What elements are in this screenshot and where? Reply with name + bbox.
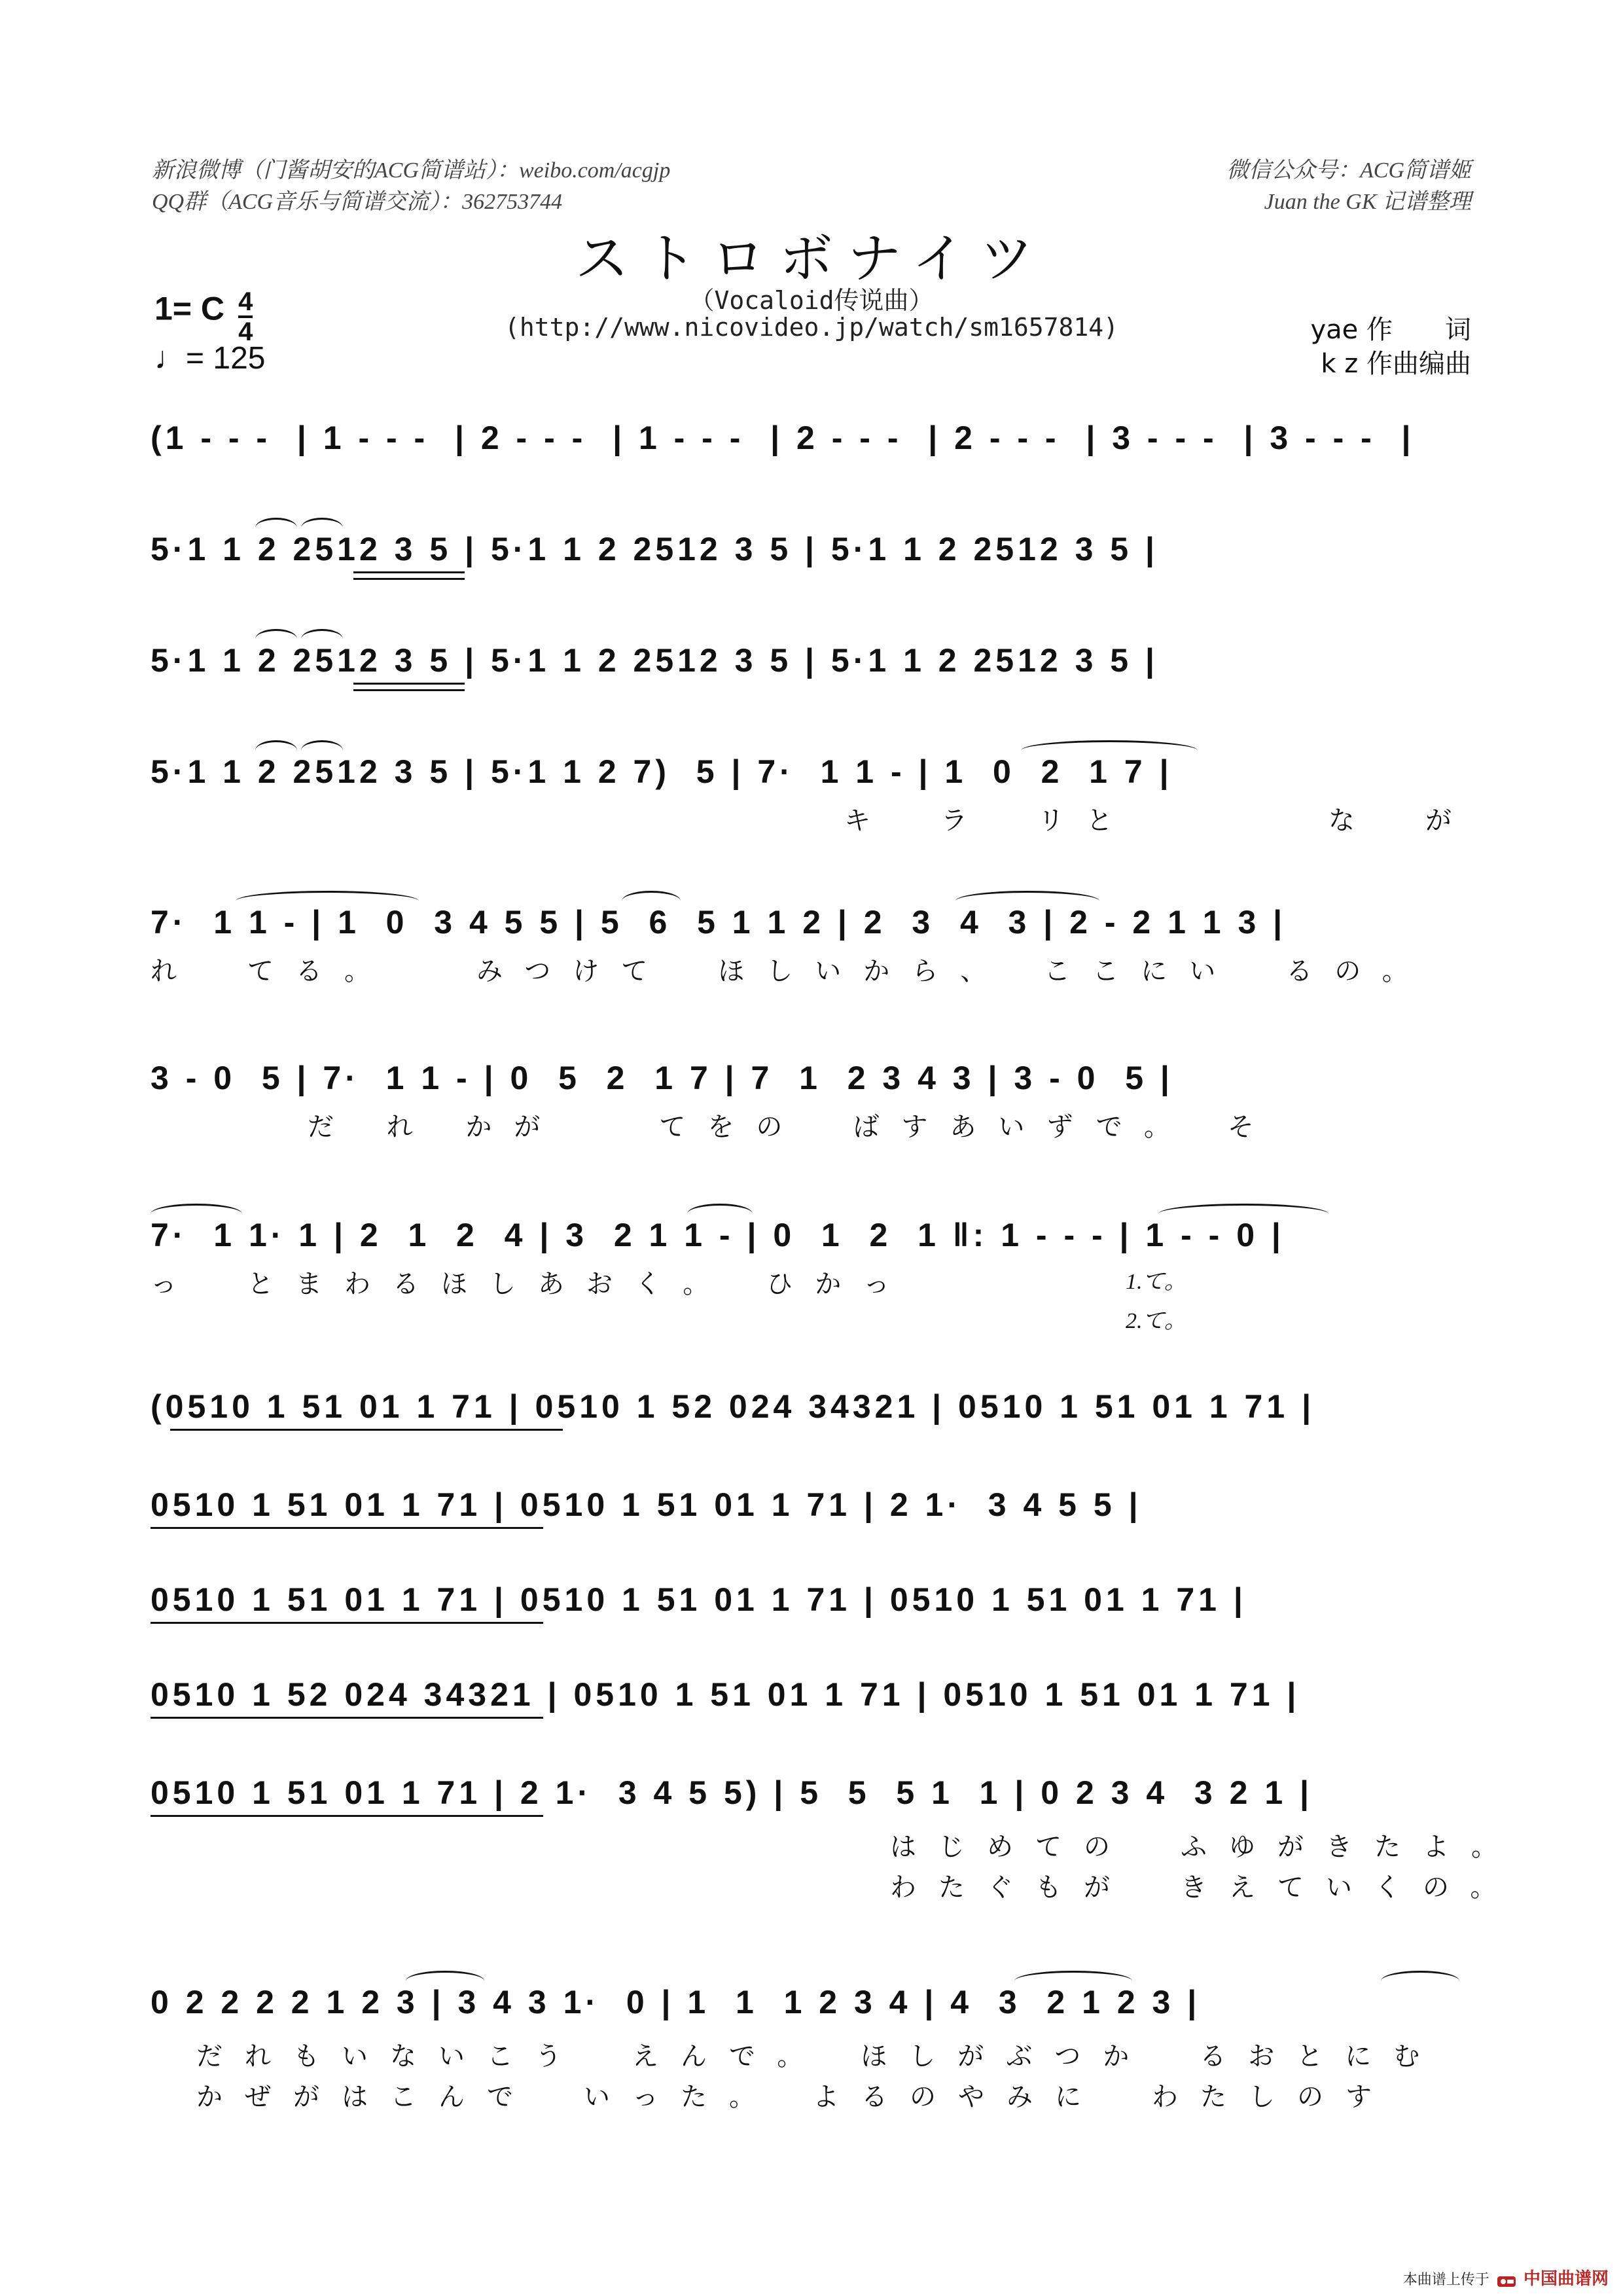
credit-wechat: 微信公众号：ACG简谱姬 [1226, 158, 1471, 183]
notes: 0510 1 51 01 1 71 | 0510 1 51 01 1 71 | 0510 1 51 01 1 71 | [151, 1581, 1247, 1618]
lyrics-line-5: れ てる。 みつけて ほしいから、 ここにい るの。 [151, 956, 1431, 986]
underline [151, 1527, 543, 1529]
score-line-5 [151, 877, 1472, 949]
key-label: 1= C [154, 290, 225, 327]
score-line-4 [151, 726, 1472, 798]
site-logo-text[interactable]: 中国曲谱网 [1523, 2269, 1609, 2289]
score-line-12 [151, 1748, 1472, 1820]
lyricist-credit: yae 作 词 [1310, 315, 1471, 345]
notes: (0510 1 51 01 1 71 | 0510 1 52 024 34321 | 0510 1 51 01 1 71 | [151, 1388, 1315, 1425]
upload-note: 本曲谱上传于 [1402, 2272, 1489, 2288]
underline [170, 1429, 563, 1431]
score-line-9 [151, 1460, 1472, 1532]
notes: 5·1 1 2 2512 3 5 | 5·1 1 2 7) 5 | 7· 1 1 - | 1 0 2 1 7 | [151, 753, 1173, 790]
score-line-3 [151, 615, 1472, 687]
underline [151, 1622, 543, 1624]
credit-transcriber: Juan the GK 记谱整理 [1264, 190, 1471, 214]
lyrics-line-4: キ ラ リと な が [844, 806, 1474, 836]
score-line-13 [151, 1957, 1472, 2029]
underline [353, 571, 465, 573]
score-line-8 [151, 1361, 1472, 1433]
lyrics-line-12-verse-1: はじめての ふゆがきたよ。 [890, 1832, 1520, 1862]
lyrics-line-6: だ れ かが てをの ばすあいずで。 そ [308, 1112, 1276, 1142]
notes: 5·1 1 2 2512 3 5 | 5·1 1 2 2512 3 5 | 5·1 1 2 2512 3 5 | [151, 642, 1158, 679]
lyrics-line-13-verse-2: かぜがはこんで いった。 よるのやみに わたしのす [196, 2082, 1394, 2112]
notes: 0510 1 51 01 1 71 | 0510 1 51 01 1 71 | 2 1· 3 4 5 5 | [151, 1486, 1142, 1523]
score-line-11 [151, 1649, 1472, 1721]
underline [353, 683, 465, 685]
song-subtitle: （Vocaloid传说曲） [689, 286, 934, 315]
tempo-marking: ♩= 125 [154, 341, 266, 376]
ending-2-lyric: 2.て。 [1126, 1309, 1186, 1333]
site-logo-icon [1497, 2274, 1516, 2289]
notes: (1 - - - | 1 - - - | 2 - - - | 1 - - - | 2 - - - | 2 - - - | 3 - - - | 3 - - - | [151, 420, 1415, 456]
notes: 5·1 1 2 2512 3 5 | 5·1 1 2 2512 3 5 | 5·1 1 2 2512 3 5 | [151, 531, 1158, 567]
site-footer [1403, 2265, 1609, 2289]
underline [353, 578, 465, 580]
credit-qq-group: QQ群（ACG音乐与简谱交流）：362753744 [152, 190, 563, 214]
notes: 0510 1 52 024 34321 | 0510 1 51 01 1 71 | 0510 1 51 01 1 71 | [151, 1676, 1300, 1713]
score-line-1 [151, 393, 1472, 465]
source-url: (http://www.nicovideo.jp/watch/sm1657814) [505, 313, 1118, 342]
lyrics-line-13-verse-1: だれもいないこう えんで。 ほしがぶつか るおとにむ [196, 2041, 1442, 2072]
composer-credit: k z 作曲编曲 [1321, 349, 1471, 379]
ending-1-lyric: 1.て。 [1126, 1270, 1186, 1294]
time-signature: $\frac{4}{4}$ [238, 287, 253, 346]
lyrics-line-12-verse-2: わたぐもが きえていくの。 [890, 1873, 1519, 1903]
score-line-2 [151, 504, 1472, 576]
song-title: ストロボナイツ [575, 228, 1048, 290]
slur [1381, 1971, 1459, 1991]
notes: 7· 1 1· 1 | 2 1 2 4 | 3 2 1 1 - | 0 1 2 1 ‖: 1 - - - | 1 - - 0 | [151, 1217, 1285, 1253]
score-line-6 [151, 1033, 1472, 1105]
notes: 3 - 0 5 | 7· 1 1 - | 0 5 2 1 7 | 7 1 2 3 4 3 | 3 - 0 5 | [151, 1060, 1173, 1096]
notes: 7· 1 1 - | 1 0 3 4 5 5 | 5 6 5 1 1 2 | 2 3 4 3 | 2 - 2 1 1 3 | [151, 904, 1287, 941]
lyrics-line-7: っ とまわるほしあおく。 ひかっ [151, 1269, 912, 1299]
credit-weibo: 新浪微博（门酱胡安的ACG简谱站）：weibo.com/acgjp [152, 158, 671, 183]
underline [353, 689, 465, 691]
notes: 0 2 2 2 2 1 2 3 | 3 4 3 1· 0 | 1 1 1 2 3 4 | 4 3 2 1 2 3 | [151, 1984, 1201, 2020]
notes: 0510 1 51 01 1 71 | 2 1· 3 4 5 5) | 5 5 5 1 1 | 0 2 3 4 3 2 1 | [151, 1774, 1313, 1811]
score-line-10 [151, 1554, 1472, 1626]
key-signature [154, 288, 253, 346]
score-line-7 [151, 1190, 1472, 1262]
underline [151, 1815, 543, 1817]
underline [151, 1717, 543, 1719]
